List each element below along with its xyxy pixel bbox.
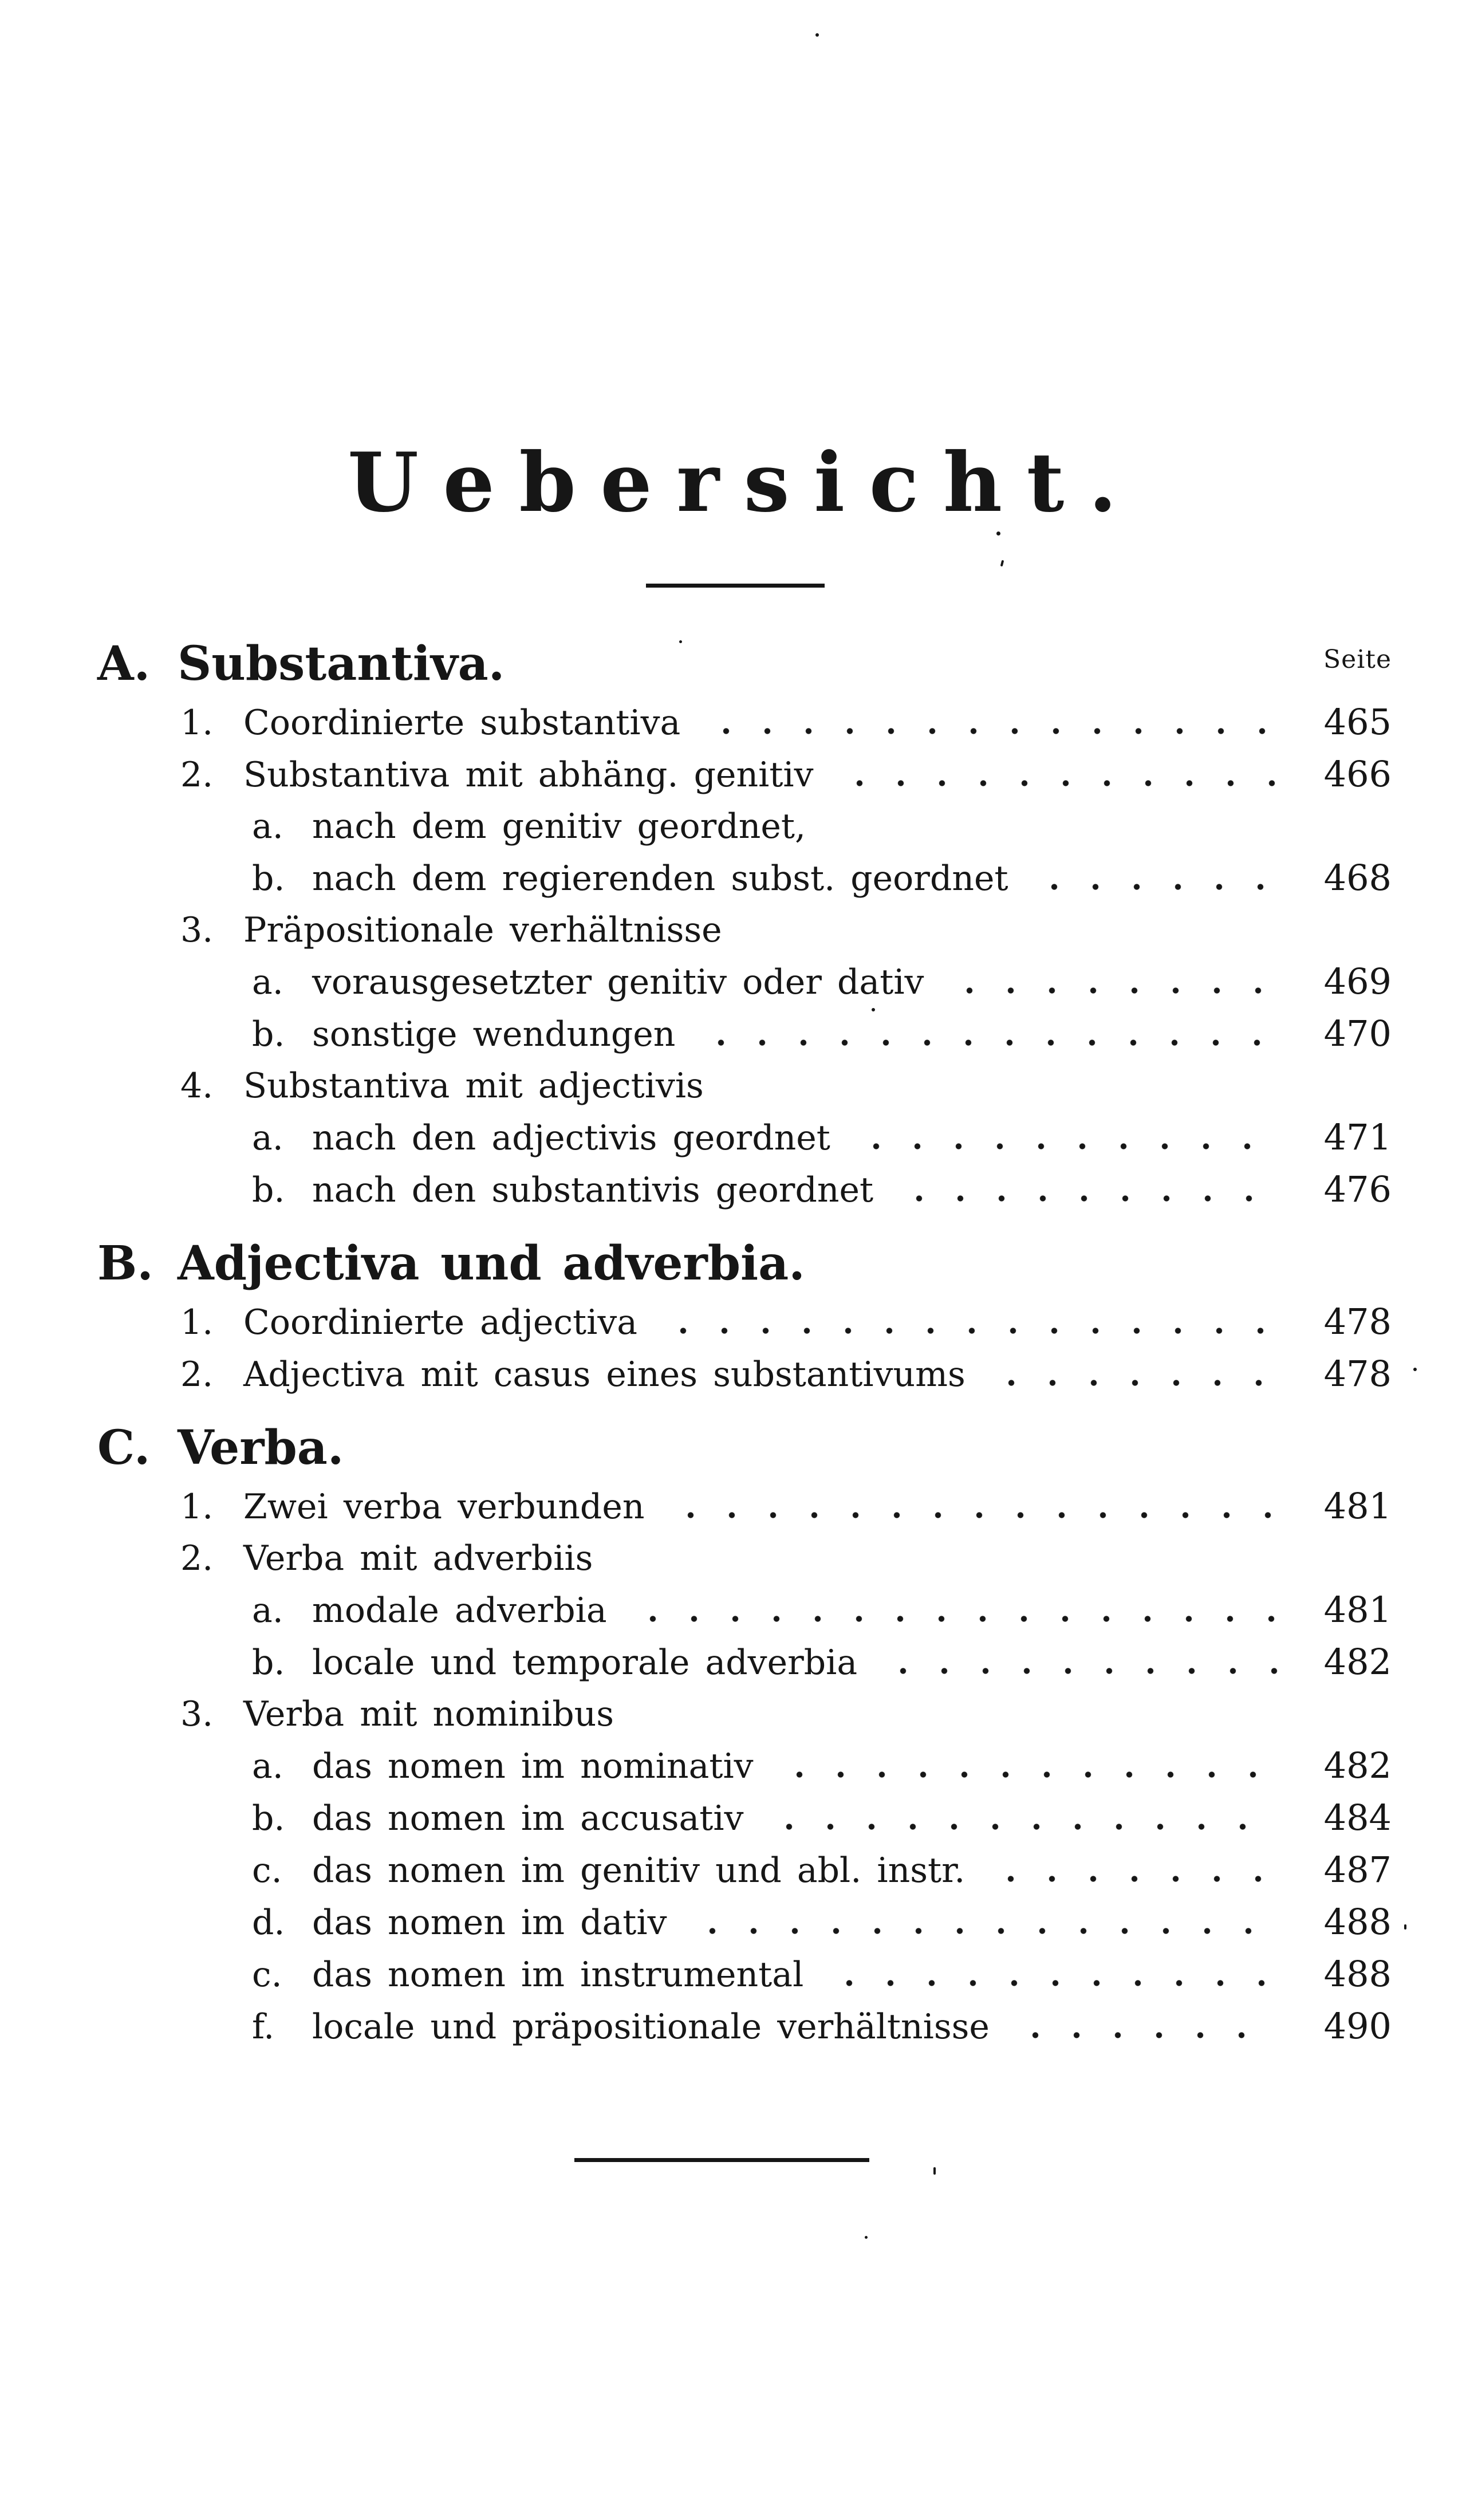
scan-speck: [872, 1008, 875, 1011]
page-number: 466: [1323, 753, 1392, 795]
page-number: 469: [1323, 960, 1392, 1002]
entry-text: vorausgesetzter genitiv oder dativ: [312, 962, 924, 1002]
toc-entry: [252, 1844, 1392, 1896]
entry-text: sonstige wendungen: [312, 1014, 676, 1054]
leader-dots: [1010, 2032, 1278, 2038]
page-number: 465: [1323, 701, 1392, 743]
toc-section-heading: [97, 1415, 1392, 1480]
page-number: 470: [1323, 1013, 1392, 1054]
entry-label: c.: [252, 1850, 282, 1891]
toc-entry: [180, 1348, 1392, 1400]
toc-entry: [252, 1740, 1392, 1792]
entry-label: a.: [252, 1590, 283, 1631]
entry-text: Coordinierte substantiva: [243, 703, 681, 743]
entry-text: Substantiva.: [178, 636, 505, 691]
entry-label: a.: [252, 962, 283, 1002]
entry-label: b.: [252, 1643, 285, 1683]
leader-dots: [986, 1380, 1278, 1386]
toc-entry: [252, 1164, 1392, 1216]
entry-text: das nomen im nominativ: [312, 1746, 754, 1786]
leader-dots: [696, 1040, 1278, 1046]
leader-dots: [1029, 884, 1278, 890]
entry-text: Coordinierte adjectiva: [243, 1302, 638, 1342]
scan-speck: [996, 531, 1000, 536]
entry-label: 1.: [180, 1302, 214, 1342]
entry-text: Verba mit nominibus: [243, 1694, 614, 1734]
toc-entry: [180, 1533, 1392, 1584]
page-number: 478: [1323, 1301, 1392, 1342]
entry-text: Zwei verba verbunden: [243, 1487, 645, 1527]
toc-entry: [252, 1584, 1392, 1636]
entry-label: 1.: [180, 703, 214, 743]
toc-entry: [252, 1948, 1392, 2001]
toc-entry: [180, 1060, 1392, 1112]
toc-entry: [252, 1792, 1392, 1844]
entry-label: 2.: [180, 1538, 214, 1578]
entry-text: Substantiva mit adjectivis: [243, 1066, 704, 1106]
bottom-divider-rule: [574, 2158, 869, 2162]
toc-entry: [180, 696, 1392, 749]
entry-label: C.: [97, 1420, 151, 1475]
entry-label: A.: [97, 636, 151, 691]
leader-dots: [774, 1771, 1278, 1778]
entry-text: locale und temporale adverbia: [312, 1643, 858, 1683]
toc-section-heading: [97, 1231, 1392, 1296]
leader-dots: [944, 987, 1278, 994]
page-number: 482: [1323, 1641, 1392, 1683]
entry-label: c.: [252, 1955, 282, 1995]
page-number: 468: [1323, 857, 1392, 899]
toc-entry: [180, 904, 1392, 956]
toc-entry: [180, 1480, 1392, 1533]
entry-text: das nomen im instrumental: [312, 1955, 804, 1995]
leader-dots: [878, 1668, 1278, 1674]
entry-label: a.: [252, 1118, 283, 1158]
entry-text: modale adverbia: [312, 1590, 607, 1631]
entry-label: 4.: [180, 1066, 214, 1106]
toc-entry: [252, 1112, 1392, 1164]
scan-speck: [1000, 560, 1004, 567]
entry-label: 1.: [180, 1487, 214, 1527]
scan-speck: [1404, 1924, 1406, 1930]
page-number: 490: [1323, 2005, 1392, 2047]
toc-entry: [180, 1688, 1392, 1740]
leader-dots: [851, 1143, 1278, 1149]
entry-label: 3.: [180, 1694, 214, 1734]
scan-speck: [933, 2167, 936, 2175]
entry-text: locale und präpositionale verhältnisse: [312, 2007, 990, 2047]
entry-label: b.: [252, 1170, 285, 1210]
leader-dots: [628, 1616, 1278, 1622]
leader-dots: [986, 1876, 1278, 1882]
toc-entry: [252, 1008, 1392, 1060]
toc-entry: [252, 2001, 1392, 2053]
scan-speck: [1413, 1368, 1417, 1371]
entry-text: das nomen im genitiv und abl. instr.: [312, 1850, 965, 1891]
page-title: Uebersicht.: [348, 435, 1141, 530]
page-number: 471: [1323, 1116, 1392, 1158]
entry-label: 2.: [180, 1354, 214, 1395]
title-divider-rule: [646, 584, 825, 588]
entry-label: a.: [252, 1746, 283, 1786]
page-number: 481: [1323, 1485, 1392, 1527]
toc-entry: [252, 956, 1392, 1008]
page-column-header: Seite: [1323, 645, 1392, 674]
entry-text: nach den adjectivis geordnet: [312, 1118, 830, 1158]
toc-section-heading: [97, 631, 1392, 696]
entry-text: nach den substantivis geordnet: [312, 1170, 874, 1210]
entry-text: das nomen im dativ: [312, 1903, 667, 1943]
entry-label: b.: [252, 859, 285, 899]
leader-dots: [687, 1928, 1278, 1934]
entry-text: Substantiva mit abhäng. genitiv: [243, 755, 814, 795]
page-number: 487: [1323, 1849, 1392, 1891]
entry-label: 3.: [180, 910, 214, 950]
page-number: 488: [1323, 1953, 1392, 1995]
scan-speck: [815, 33, 819, 37]
leader-dots: [834, 780, 1278, 786]
entry-label: a.: [252, 806, 283, 846]
toc-entry: [252, 1636, 1392, 1688]
entry-label: b.: [252, 1014, 285, 1054]
entry-text: Adjectiva und adverbia.: [178, 1236, 805, 1291]
leader-dots: [665, 1512, 1278, 1518]
leader-dots: [658, 1328, 1278, 1334]
leader-dots: [764, 1824, 1278, 1830]
entry-text: Verba mit adverbiis: [243, 1538, 593, 1578]
scan-speck: [865, 2236, 868, 2239]
entry-label: b.: [252, 1798, 285, 1838]
entry-label: d.: [252, 1903, 285, 1943]
entry-label: 2.: [180, 755, 214, 795]
entry-text: das nomen im accusativ: [312, 1798, 744, 1838]
entry-text: nach dem genitiv geordnet,: [312, 806, 806, 846]
toc-entry: [180, 749, 1392, 801]
leader-dots: [701, 728, 1278, 734]
toc-entry: [180, 1296, 1392, 1348]
leader-dots: [894, 1195, 1278, 1202]
entry-label: B.: [97, 1236, 153, 1291]
page-number: 478: [1323, 1353, 1392, 1395]
entry-text: nach dem regierenden subst. geordnet: [312, 859, 1008, 899]
entry-text: Adjectiva mit casus eines substantivums: [243, 1354, 965, 1395]
leader-dots: [824, 1980, 1278, 1986]
page-number: 481: [1323, 1589, 1392, 1631]
page-number: 476: [1323, 1168, 1392, 1210]
page-number: 488: [1323, 1901, 1392, 1943]
toc-entry: [252, 801, 1392, 852]
table-of-contents: [97, 631, 1392, 2053]
entry-text: Präpositionale verhältnisse: [243, 910, 722, 950]
entry-text: Verba.: [178, 1420, 344, 1475]
entry-label: f.: [252, 2007, 275, 2047]
page-number: 482: [1323, 1745, 1392, 1786]
toc-entry: [252, 1896, 1392, 1948]
toc-entry: [252, 852, 1392, 904]
scan-speck: [679, 640, 682, 643]
page-number: 484: [1323, 1797, 1392, 1838]
